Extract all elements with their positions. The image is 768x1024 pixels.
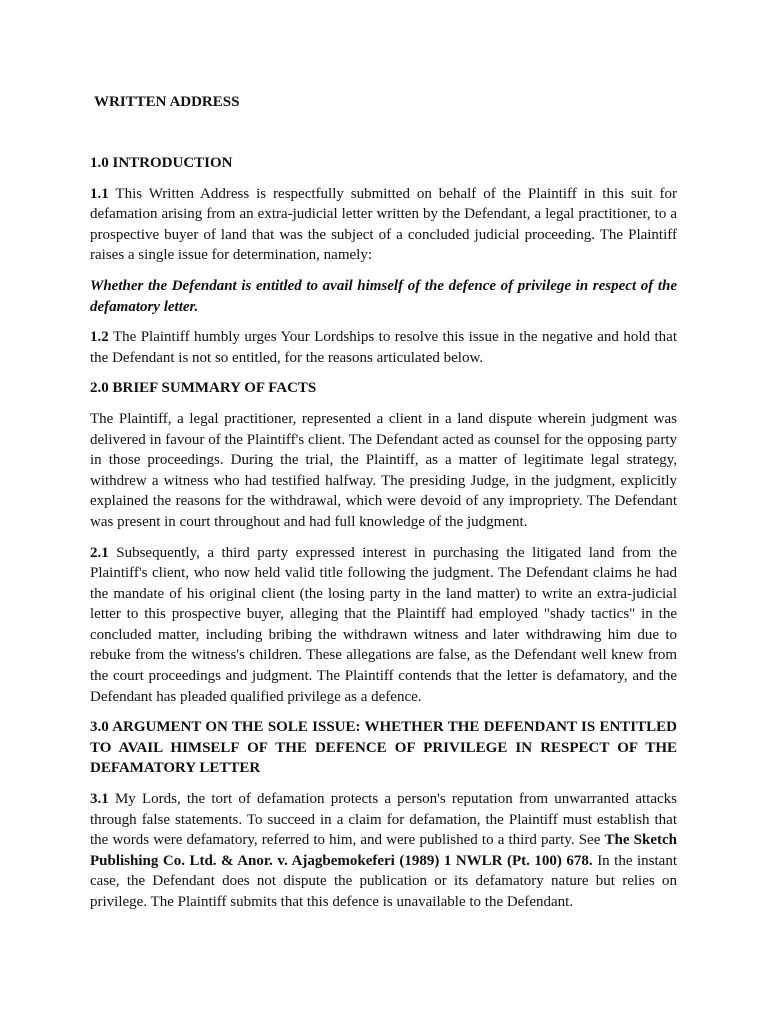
section-heading-introduction: 1.0 INTRODUCTION xyxy=(90,155,233,171)
section-heading-facts: 2.0 BRIEF SUMMARY OF FACTS xyxy=(90,380,317,397)
paragraph-facts-summary: The Plaintiff, a legal practitioner, represented a client in a land dispute wherein judgment was delivered in favour of the Plaintiff's client. The Defendant acted as counsel for the opposing party in those proceedings. During the trial, the Plaintiff, as a matter of legitimate legal strategy, withdrew a witness who had testified halfway. The presiding Judge, in the judgment, explicitly explained the reasons for the withdrawal, which were devoid of any impropriety. The Defendant was present in court throughout and had full knowledge of the judgment. xyxy=(90,410,677,530)
paragraph-number: 1.1 xyxy=(90,185,109,202)
paragraph-1-1 xyxy=(90,184,677,266)
paragraph-number: 2.1 xyxy=(90,544,109,561)
paragraph-3-1 xyxy=(90,789,677,913)
paragraph-text: Subsequently, a third party expressed interest in purchasing the litigated land from the Plaintiff's client, who now held valid title following the judgment. The Defendant claims he had the mandate of his original client (the losing party in the land matter) to write an extra-judicial letter to this prospective buyer, alleging that the Plaintiff had employed "shady tactics" in the concluded matter, including bribing the withdrawn witness and later withdrawing him due to rebuke from the witness's children. These allegations are false, as the Defendant well knew from the court proceedings and judgment. The Plaintiff contends that the letter is defamatory, and the Defendant has pleaded qualified privilege as a defence. xyxy=(90,544,677,705)
paragraph-text-continued: In the instant case, the Defendant does not dispute the publication or its defamatory nature but relies on privilege. The Plaintiff submits that this defence is unavailable to the Defendant. xyxy=(90,852,678,910)
paragraph-text: The Plaintiff humbly urges Your Lordships to resolve this issue in the negative and hold that the Defendant is not so entitled, for the reasons articulated below. xyxy=(90,329,677,366)
paragraph-text: My Lords, the tort of defamation protects a person's reputation from unwarranted attacks through false statements. To succeed in a claim for defamation, the Plaintiff must establish that the words were defamatory, referred to him, and were published to a third party. See xyxy=(90,791,677,849)
section-heading-argument: 3.0 ARGUMENT ON THE SOLE ISSUE: WHETHER THE DEFENDANT IS ENTITLED TO AVAIL HIMSELF OF THE DEFENCE OF PRIVILEGE IN RESPECT OF THE DEFAMATORY LETTER xyxy=(90,719,677,777)
issue-for-determination: Whether the Defendant is entitled to avail himself of the defence of privilege in respect of the defamatory letter. xyxy=(90,277,677,315)
document-page xyxy=(90,92,677,923)
paragraph-number: 3.1 xyxy=(90,791,109,808)
paragraph-number: 1.2 xyxy=(90,329,109,346)
paragraph-1-2 xyxy=(90,327,677,368)
paragraph-text: This Written Address is respectfully submitted on behalf of the Plaintiff in this suit for defamation arising from an extra-judicial letter written by the Defendant, a legal practitioner, to a prospective buyer of land that was the subject of a concluded judicial proceeding. The Plaintiff raises a single issue for determination, namely: xyxy=(90,185,677,264)
case-citation: The Sketch Publishing Co. Ltd. & Anor. v. Ajagbemokeferi (1989) 1 NWLR (Pt. 100) 678. xyxy=(90,832,677,869)
document-title: WRITTEN ADDRESS xyxy=(94,94,240,110)
paragraph-2-1 xyxy=(90,543,677,708)
